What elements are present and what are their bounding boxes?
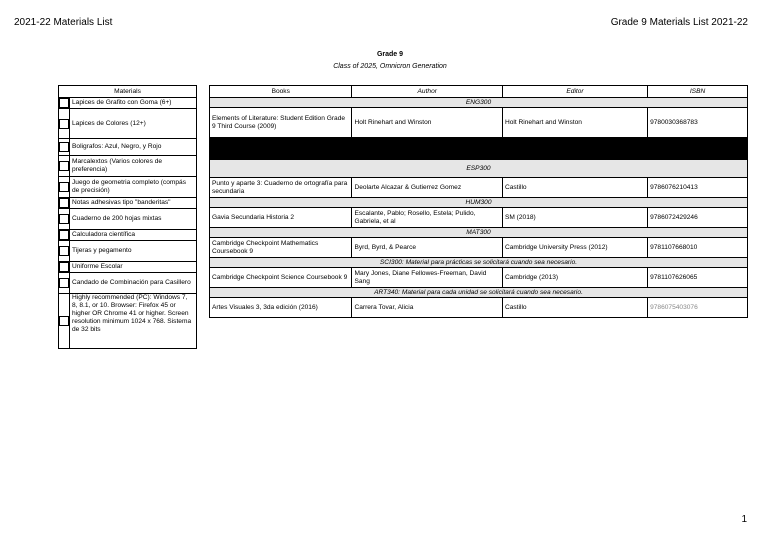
material-item: Uniforme Escolar [70, 262, 197, 273]
book-author: Mary Jones, Diane Fellowes-Freeman, David Sang [352, 268, 502, 288]
books-table [209, 85, 748, 318]
book-isbn: 9781107668010 [648, 238, 748, 258]
material-item: Lapices de Colores (12+) [70, 109, 197, 139]
header-right: Grade 9 Materials List 2021-22 [610, 17, 748, 28]
checkbox[interactable] [59, 198, 69, 208]
book-isbn: 9786072429246 [648, 208, 748, 228]
materials-table [58, 85, 197, 349]
col-editor: Editor [502, 86, 647, 98]
book-editor: Cambridge (2013) [502, 268, 647, 288]
class-subtitle: Class of 2025, Omnicron Generation [333, 63, 447, 70]
book-author: Holt Rinehart and Winston [352, 108, 502, 138]
checkbox[interactable] [59, 230, 69, 240]
checkbox[interactable] [59, 246, 69, 256]
book-editor: Castillo [502, 178, 647, 198]
col-isbn: ISBN [648, 86, 748, 98]
section-esp: ESP300 [210, 160, 748, 178]
checkbox[interactable] [59, 119, 69, 129]
book-author: Carrera Tovar, Alicia [352, 298, 502, 318]
material-item-computer: Highly recommended (PC): Windows 7, 8, 8.1, or 10. Browser: Firefox 45 or higher OR Chrome 41 or higher. Screen resolution minimum 1024 x 768. Sistema de 32 bits [72, 294, 192, 333]
book-author: Byrd, Byrd, & Pearce [352, 238, 502, 258]
book-editor: Cambridge University Press (2012) [502, 238, 647, 258]
checkbox[interactable] [59, 316, 69, 326]
section-mat: MAT300 [210, 228, 748, 238]
checkbox[interactable] [59, 262, 69, 272]
material-item: Cuaderno de 200 hojas mixtas [70, 209, 197, 230]
section-sci: SCI300: Material para prácticas se solicitará cuando sea necesario. [210, 258, 748, 268]
book-title: Punto y aparte 3: Cuaderno de ortografía para secundaria [210, 178, 352, 198]
book-title: Cambridge Checkpoint Mathematics Coursebook 9 [210, 238, 352, 258]
book-title: Cambridge Checkpoint Science Coursebook 9 [210, 268, 352, 288]
book-editor: Castillo [502, 298, 647, 318]
book-isbn: 9786075403076 [648, 298, 748, 318]
checkbox[interactable] [59, 214, 69, 224]
col-author: Author [352, 86, 502, 98]
material-item: Lapices de Grafito con Goma (6+) [70, 98, 197, 109]
book-editor: SM (2018) [502, 208, 647, 228]
checkbox[interactable] [59, 161, 69, 171]
material-item: Marcalextos (Varios colores de preferencia) [70, 156, 197, 177]
material-item: Boligrafos: Azul, Negro, y Rojo [70, 139, 197, 156]
section-hum: HUM300 [210, 198, 748, 208]
material-item: Calculadora científica [70, 230, 197, 241]
material-item: Juego de geometria completo (compás de precisión) [70, 177, 197, 198]
checkbox[interactable] [59, 98, 69, 108]
book-title: Artes Visuales 3, 3da edición (2016) [210, 298, 352, 318]
book-author: Deolarte Alcazar & Gutierrez Gomez [352, 178, 502, 198]
section-eng: ENG300 [210, 98, 748, 108]
book-title: Gavia Secundaria Historia 2 [210, 208, 352, 228]
blank-row [210, 138, 748, 160]
material-item: Notas adhesivas tipo "banderitas" [70, 198, 197, 209]
checkbox[interactable] [59, 278, 69, 288]
grade-title: Grade 9 [376, 51, 404, 58]
materials-header: Materials [59, 86, 197, 98]
book-isbn: 9780030368783 [648, 108, 748, 138]
checkbox[interactable] [59, 142, 69, 152]
book-title: Elements of Literature: Student Edition Grade 9 Third Course (2009) [210, 108, 352, 138]
book-isbn: 9786076210413 [648, 178, 748, 198]
material-item: Tijeras y pegamento [70, 241, 197, 262]
book-isbn: 9781107626065 [648, 268, 748, 288]
book-editor: Holt Rinehart and Winston [502, 108, 647, 138]
section-art: ART340: Material para cada unidad se solicitará cuando sea necesario. [210, 288, 748, 298]
page-number: 1 [741, 514, 747, 525]
header-left: 2021-22 Materials List [14, 17, 113, 28]
book-author: Escalante, Pablo; Rosello, Estela; Pulido, Gabriela, et al [352, 208, 502, 228]
material-item: Candado de Combinación para Casillero [70, 273, 197, 294]
col-books: Books [210, 86, 352, 98]
checkbox[interactable] [59, 182, 69, 192]
